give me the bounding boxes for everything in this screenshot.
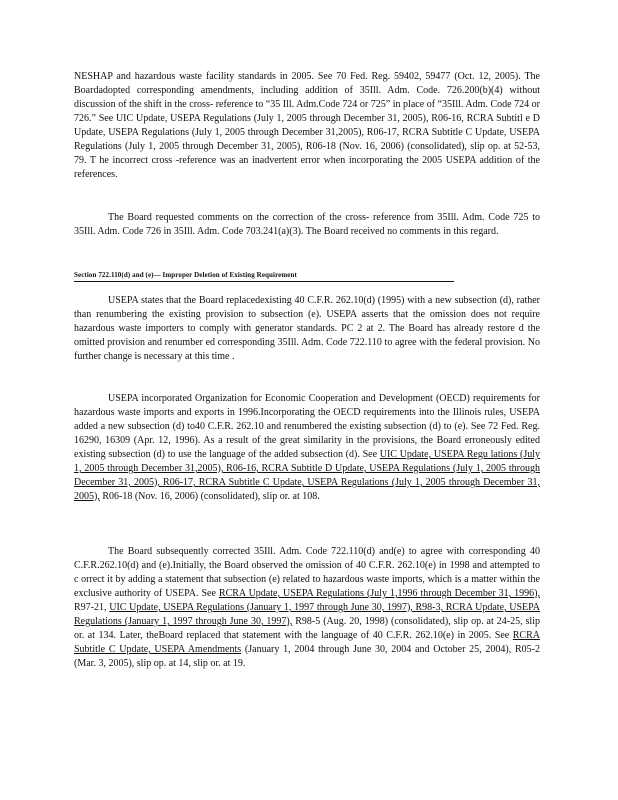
- paragraph-oecd: [74, 392, 540, 504]
- paragraph-usepa-states: USEPA states that the Board replacedexisting 40 C.F.R. 262.10(d) (1995) with a new subsection (d), rather than renumbering the existing provision to subsection (e). USEPA asserts that the omission does not require hazardous waste importers to comply with generator standards. PC 2 at 2. The Board has already restore d the omitted provision and renumber ed corresponding 35Ill. Adm. Code 722.110 to agree with the federal provision. No further change is necessary at this time .: [74, 295, 540, 362]
- paragraph-correction-text-d: (January 1, 2004 through June 30, 2004 and October 25, 2004), R05-2 (Mar. 3, 2005), slip op. at 14, slip or. at 19.: [74, 644, 541, 669]
- citation-uic-update: UIC Update, USEPA Regu lations (July 1, 2005 through December 31,2005), R06-16, RCRA Subtitle D Update, USEPA Regulations (July 1, 2005 through December 31, 2005), R06-17, RCRA Subtitle C Update, USEPA Regulations (July 1, 2005 through December 31, 2005),: [74, 449, 540, 502]
- paragraph-neshap: NESHAP and hazardous waste facility standards in 2005. See 70 Fed. Reg. 59402, 59477 (Oct. 12, 2005). The Boardadopted corresponding amendments, including addition of 35Ill. Adm. Code. 726.200(b)(4) without discussion of the shift in the cross- reference to “35 Ill. Adm.Code 724 or 725” in place of “35Ill. Adm. Code 724 or 726.” See UIC Update, USEPA Regulations (July 1, 2005 through December 31, 2005), R06-16, RCRA Subtitl e D Update, USEPA Regulations (July 1, 2005 through December 31,2005), R06-17, RCRA Subtitle C Update, USEPA Regulations (July 1, 2005 through December 31, 2005), R06-18 (Nov. 16, 2006) (consolidated), slip op. at 52-53, 79. T he incorrect cross -reference was an inadvertent error when incorporating the 2005 USEPA addition of the references.: [74, 71, 540, 180]
- paragraph-subsequent-correction: [74, 545, 540, 671]
- paragraph-correction-text-a: The Board subsequently corrected 35Ill. Adm. Code 722.110(d) and(e) to agree with corresponding 40 C.F.R.262.10(d) and (e).Initially, the Board observed the omission of 40 C.F.R. 262.10(e) in 1998 and attempted to c orrect it by adding a statement that subsection (e) related to hazardous waste imports, which is a matter within the exclusive authority of USEPA. See: [74, 546, 540, 599]
- citation-rcra-subtitle-c: RCRA Subtitle C Update, USEPA Amendments: [74, 630, 540, 655]
- section-heading: Section 722.110(d) and (e)— Improper Deletion of Existing Requirement: [74, 270, 454, 282]
- paragraph-oecd-text-b: R06-18 (Nov. 16, 2006) (consolidated), slip or. at 108.: [99, 491, 320, 502]
- citation-rcra-update-1996: RCRA Update, USEPA Regulations (July 1,1996 through December 31, 1996),: [218, 588, 540, 599]
- citation-uic-rcra-update-1997: UIC Update, USEPA Regulations (January 1, 1997 through June 30, 1997), R98-3, RCRA Update, USEPA Regulations (January 1, 1997 through June 30, 1997),: [74, 602, 541, 627]
- paragraph-correction-text-b: R97-21,: [74, 602, 110, 613]
- paragraph-comments: The Board requested comments on the correction of the cross- reference from 35Ill. Adm. Code 725 to 35Ill. Adm. Code 726 in 35Ill. Adm. Code 703.241(a)(3). The Board received no comments in this regard.: [74, 212, 540, 237]
- paragraph-oecd-text-a: USEPA incorporated Organization for Economic Cooperation and Development (OECD) requirements for hazardous waste imports and exports in 1996.Incorporating the OECD requirements into the Illinois rules, USEPA added a new subsection (d) to40 C.F.R. 262.10 and renumbered the existing subsection (d) to (e). See 72 Fed. Reg. 16290, 16309 (Apr. 12, 1996). As a result of the great similarity in the provisions, the Board erroneously edited existing subsection (d) to use the language of the added subsection (d). See: [74, 393, 540, 460]
- paragraph-correction-text-c: R98-5 (Aug. 20, 1998) (consolidated), slip op. at 24-25, slip or. at 134. Later, theBoard replaced that statement with the language of 40 C.F.R. 262.10(e) in 2005. See: [74, 616, 540, 641]
